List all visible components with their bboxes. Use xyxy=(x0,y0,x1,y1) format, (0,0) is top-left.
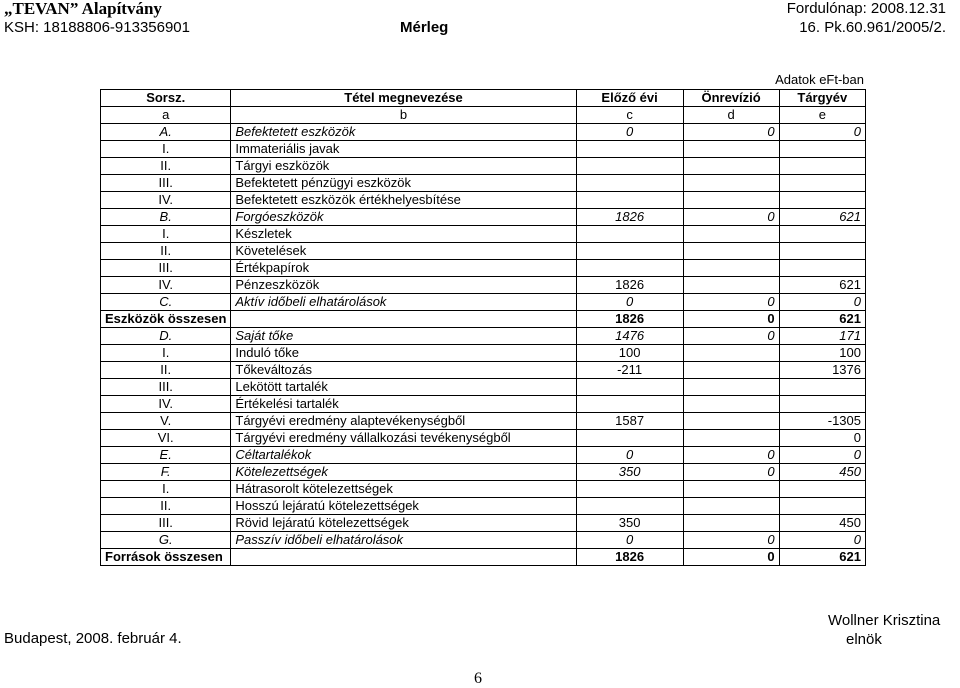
row-current-year: 0 xyxy=(779,532,865,549)
table-row xyxy=(101,260,866,277)
header-item-name: Tétel megnevezése xyxy=(231,90,576,107)
table-row xyxy=(101,464,866,481)
row-item-name: Induló tőke xyxy=(231,345,576,362)
row-previous-year xyxy=(576,260,683,277)
row-item-name: Pénzeszközök xyxy=(231,277,576,294)
row-previous-year xyxy=(576,158,683,175)
row-previous-year xyxy=(576,498,683,515)
table-row xyxy=(101,481,866,498)
row-number: F. xyxy=(101,464,231,481)
row-self-revision xyxy=(683,226,779,243)
row-item-name xyxy=(231,549,576,566)
row-previous-year xyxy=(576,141,683,158)
table-row xyxy=(101,345,866,362)
row-previous-year: 1826 xyxy=(576,549,683,566)
row-previous-year xyxy=(576,175,683,192)
row-self-revision: 0 xyxy=(683,328,779,345)
row-current-year: 621 xyxy=(779,311,865,328)
row-current-year xyxy=(779,260,865,277)
row-self-revision xyxy=(683,260,779,277)
row-item-name: Tárgyévi eredmény vállalkozási tevékenységből xyxy=(231,430,576,447)
row-self-revision xyxy=(683,379,779,396)
row-self-revision xyxy=(683,498,779,515)
row-self-revision xyxy=(683,192,779,209)
row-number: D. xyxy=(101,328,231,345)
row-current-year xyxy=(779,226,865,243)
row-number: E. xyxy=(101,447,231,464)
row-number: IV. xyxy=(101,396,231,413)
row-self-revision xyxy=(683,413,779,430)
row-self-revision xyxy=(683,515,779,532)
table-row xyxy=(101,158,866,175)
row-self-revision xyxy=(683,362,779,379)
row-number: I. xyxy=(101,226,231,243)
row-item-name: Saját tőke xyxy=(231,328,576,345)
row-current-year xyxy=(779,175,865,192)
row-current-year: 171 xyxy=(779,328,865,345)
row-current-year: 621 xyxy=(779,549,865,566)
row-item-name: Tőkeváltozás xyxy=(231,362,576,379)
row-item-name: Értékpapírok xyxy=(231,260,576,277)
ksh-number: KSH: 18188806-913356901 xyxy=(4,19,190,36)
table-row xyxy=(101,141,866,158)
table-row xyxy=(101,209,866,226)
column-letter: a xyxy=(101,107,231,124)
table-column-letters-row xyxy=(101,107,866,124)
table-row xyxy=(101,498,866,515)
row-self-revision xyxy=(683,277,779,294)
table-row xyxy=(101,124,866,141)
balance-sheet-table xyxy=(100,89,866,566)
row-item-name: Befektetett eszközök értékhelyesbítése xyxy=(231,192,576,209)
row-item-name: Tárgyévi eredmény alaptevékenységből xyxy=(231,413,576,430)
table-row xyxy=(101,226,866,243)
row-self-revision: 0 xyxy=(683,311,779,328)
row-self-revision: 0 xyxy=(683,549,779,566)
column-letter: b xyxy=(231,107,576,124)
row-previous-year: 100 xyxy=(576,345,683,362)
row-current-year: 100 xyxy=(779,345,865,362)
row-self-revision xyxy=(683,430,779,447)
row-previous-year: 1826 xyxy=(576,209,683,226)
row-number: A. xyxy=(101,124,231,141)
row-number: III. xyxy=(101,175,231,192)
row-current-year: 450 xyxy=(779,515,865,532)
row-previous-year: 350 xyxy=(576,464,683,481)
row-number: II. xyxy=(101,498,231,515)
row-current-year: 0 xyxy=(779,430,865,447)
row-number: V. xyxy=(101,413,231,430)
row-item-name: Céltartalékok xyxy=(231,447,576,464)
table-row xyxy=(101,430,866,447)
row-previous-year: 1826 xyxy=(576,311,683,328)
table-row xyxy=(101,277,866,294)
row-item-name: Készletek xyxy=(231,226,576,243)
row-current-year: -1305 xyxy=(779,413,865,430)
signer-name: Wollner Krisztina xyxy=(828,612,941,629)
row-number: G. xyxy=(101,532,231,549)
header-self-revision: Önrevízió xyxy=(683,90,779,107)
row-self-revision: 0 xyxy=(683,294,779,311)
row-self-revision: 0 xyxy=(683,447,779,464)
row-number: I. xyxy=(101,345,231,362)
row-self-revision: 0 xyxy=(683,464,779,481)
row-self-revision xyxy=(683,175,779,192)
row-number: Források összesen xyxy=(101,549,231,566)
row-current-year: 0 xyxy=(779,294,865,311)
row-item-name: Hátrasorolt kötelezettségek xyxy=(231,481,576,498)
header-previous-year: Előző évi xyxy=(576,90,683,107)
signer-role: elnök xyxy=(846,631,882,648)
table-row xyxy=(101,532,866,549)
row-number: IV. xyxy=(101,192,231,209)
row-item-name: Lekötött tartalék xyxy=(231,379,576,396)
row-number: B. xyxy=(101,209,231,226)
row-previous-year xyxy=(576,430,683,447)
row-number: II. xyxy=(101,158,231,175)
court-registration-number: 16. Pk.60.961/2005/2. xyxy=(799,19,946,36)
row-previous-year xyxy=(576,243,683,260)
row-self-revision xyxy=(683,158,779,175)
row-current-year: 621 xyxy=(779,209,865,226)
unit-note: Adatok eFt-ban xyxy=(775,72,864,87)
row-current-year xyxy=(779,481,865,498)
row-previous-year: 350 xyxy=(576,515,683,532)
row-item-name xyxy=(231,311,576,328)
row-previous-year: 1587 xyxy=(576,413,683,430)
row-current-year xyxy=(779,158,865,175)
row-previous-year: -211 xyxy=(576,362,683,379)
row-number: C. xyxy=(101,294,231,311)
table-total-row xyxy=(101,311,866,328)
row-number: II. xyxy=(101,243,231,260)
row-current-year xyxy=(779,141,865,158)
row-current-year xyxy=(779,192,865,209)
row-previous-year xyxy=(576,481,683,498)
row-item-name: Tárgyi eszközök xyxy=(231,158,576,175)
row-current-year: 1376 xyxy=(779,362,865,379)
row-number: IV. xyxy=(101,277,231,294)
table-row xyxy=(101,515,866,532)
table-header-row xyxy=(101,90,866,107)
row-self-revision xyxy=(683,481,779,498)
row-number: III. xyxy=(101,515,231,532)
row-previous-year xyxy=(576,379,683,396)
row-number: III. xyxy=(101,379,231,396)
table-row xyxy=(101,396,866,413)
row-item-name: Forgóeszközök xyxy=(231,209,576,226)
row-number: II. xyxy=(101,362,231,379)
row-self-revision xyxy=(683,345,779,362)
header-sorsz: Sorsz. xyxy=(101,90,231,107)
row-item-name: Rövid lejáratú kötelezettségek xyxy=(231,515,576,532)
row-previous-year xyxy=(576,192,683,209)
table-row xyxy=(101,243,866,260)
row-previous-year: 1476 xyxy=(576,328,683,345)
page-number: 6 xyxy=(474,670,482,687)
row-self-revision: 0 xyxy=(683,209,779,226)
table-row xyxy=(101,192,866,209)
row-current-year: 621 xyxy=(779,277,865,294)
row-previous-year: 0 xyxy=(576,294,683,311)
row-current-year: 450 xyxy=(779,464,865,481)
row-number: I. xyxy=(101,481,231,498)
row-current-year: 0 xyxy=(779,124,865,141)
table-row xyxy=(101,294,866,311)
row-previous-year: 0 xyxy=(576,124,683,141)
row-current-year xyxy=(779,498,865,515)
row-previous-year: 0 xyxy=(576,447,683,464)
row-item-name: Értékelési tartalék xyxy=(231,396,576,413)
row-item-name: Aktív időbeli elhatárolások xyxy=(231,294,576,311)
table-total-row xyxy=(101,549,866,566)
table-row xyxy=(101,413,866,430)
row-self-revision xyxy=(683,243,779,260)
column-letter: e xyxy=(779,107,865,124)
row-self-revision: 0 xyxy=(683,124,779,141)
row-number: VI. xyxy=(101,430,231,447)
row-item-name: Befektetett eszközök xyxy=(231,124,576,141)
table-row xyxy=(101,447,866,464)
row-current-year: 0 xyxy=(779,447,865,464)
row-current-year xyxy=(779,379,865,396)
row-item-name: Hosszú lejáratú kötelezettségek xyxy=(231,498,576,515)
place-and-date: Budapest, 2008. február 4. xyxy=(4,630,182,647)
row-current-year xyxy=(779,396,865,413)
table-row xyxy=(101,175,866,192)
row-number: III. xyxy=(101,260,231,277)
row-current-year xyxy=(779,243,865,260)
document-title: Mérleg xyxy=(400,19,449,36)
row-previous-year: 0 xyxy=(576,532,683,549)
table-row xyxy=(101,328,866,345)
row-previous-year xyxy=(576,396,683,413)
row-self-revision: 0 xyxy=(683,532,779,549)
organization-name: „TEVAN” Alapítvány xyxy=(4,0,162,18)
row-self-revision xyxy=(683,396,779,413)
row-item-name: Immateriális javak xyxy=(231,141,576,158)
table-row xyxy=(101,379,866,396)
row-number: I. xyxy=(101,141,231,158)
column-letter: d xyxy=(683,107,779,124)
reporting-date: Fordulónap: 2008.12.31 xyxy=(786,0,946,17)
column-letter: c xyxy=(576,107,683,124)
row-item-name: Követelések xyxy=(231,243,576,260)
row-item-name: Kötelezettségek xyxy=(231,464,576,481)
row-item-name: Befektetett pénzügyi eszközök xyxy=(231,175,576,192)
row-previous-year: 1826 xyxy=(576,277,683,294)
row-item-name: Passzív időbeli elhatárolások xyxy=(231,532,576,549)
row-number: Eszközök összesen xyxy=(101,311,231,328)
row-self-revision xyxy=(683,141,779,158)
header-current-year: Tárgyév xyxy=(779,90,865,107)
table-row xyxy=(101,362,866,379)
row-previous-year xyxy=(576,226,683,243)
